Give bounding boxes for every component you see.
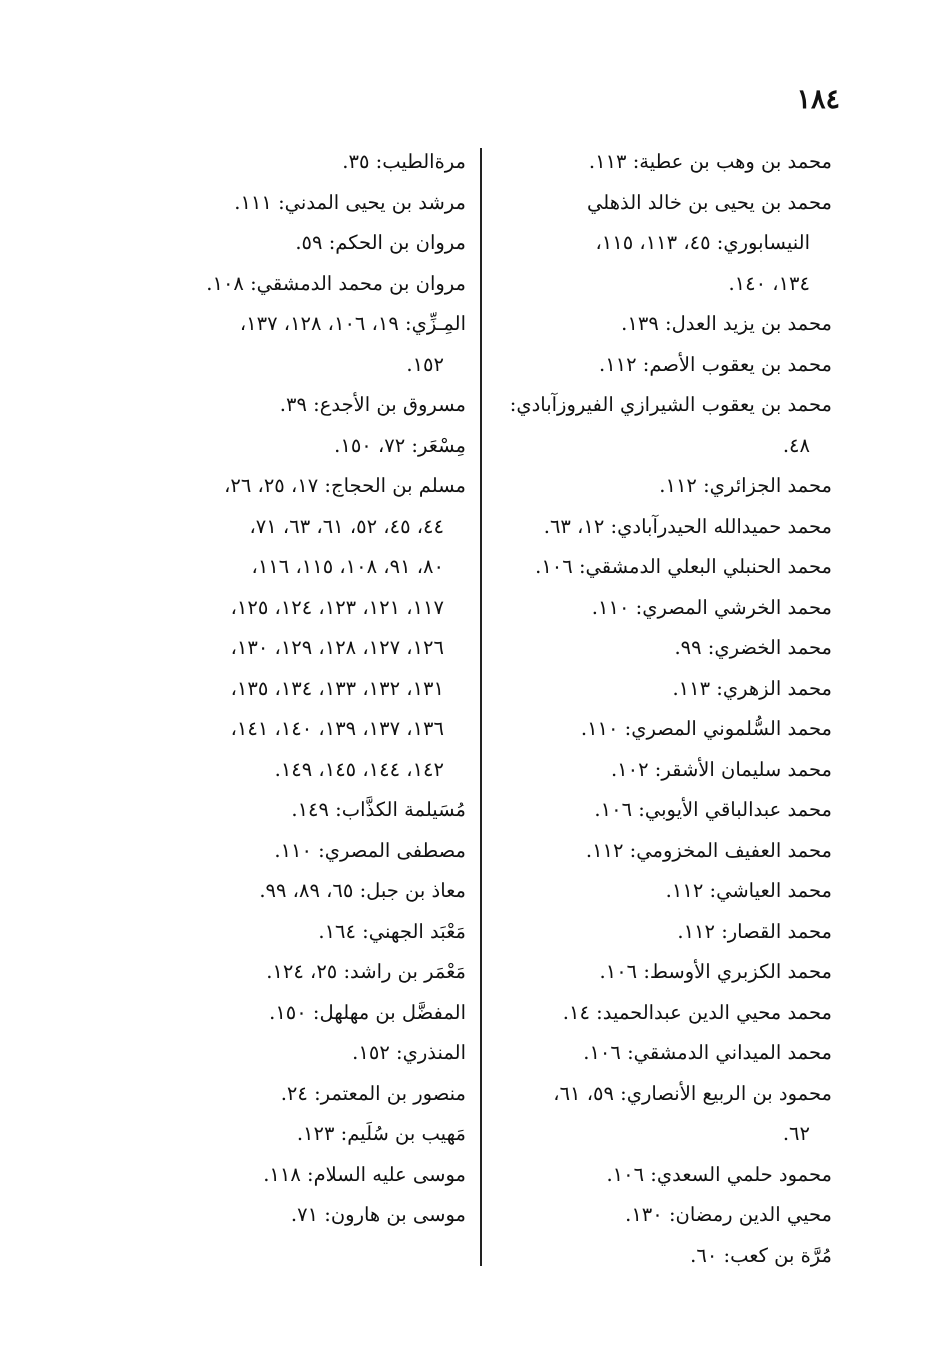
index-entry-line: معاذ بن جبل: ٦٥، ٨٩، ٩٩. [259, 879, 466, 902]
index-entry-line: مصطفى المصري: ١١٠. [274, 838, 466, 862]
index-entry [492, 142, 832, 183]
index-entry-line: محمد الزهري: ١١٣. [672, 676, 832, 700]
index-entry [492, 831, 832, 872]
index-entry [128, 264, 466, 305]
index-entry [492, 669, 832, 710]
index-entry [492, 466, 832, 507]
index-entry [128, 142, 466, 183]
index-entry-continuation: ١٣٦، ١٣٧، ١٣٩، ١٤٠، ١٤١، [230, 717, 444, 740]
index-entry [492, 628, 832, 669]
index-entry-line: محمد الخضري: ٩٩. [674, 636, 832, 659]
index-entry [492, 183, 832, 305]
index-entry [128, 831, 466, 872]
index-entry [128, 993, 466, 1034]
index-entry-line: محمد العياشي: ١١٢. [665, 879, 832, 902]
index-entry-continuation: ٤٤، ٤٥، ٥٢، ٦١، ٦٣، ٧١، [249, 514, 444, 538]
index-entry [128, 183, 466, 224]
index-entry-line: مِسْعَر: ٧٢، ١٥٠. [334, 433, 466, 457]
index-entry-continuation: ٨٠، ٩١، ١٠٨، ١١٥، ١١٦، [251, 555, 444, 578]
index-entry-line: مروان بن الحكم: ٥٩. [295, 231, 466, 254]
index-entry-line: موسى بن هارون: ٧١. [290, 1203, 466, 1226]
index-entry-line: محمد الكزبري الأوسط: ١٠٦. [599, 960, 832, 983]
index-entry-line: مَعْمَر بن راشد: ٢٥، ١٢٤. [266, 960, 466, 983]
index-entry [128, 223, 466, 264]
index-entry [128, 1155, 466, 1196]
index-entry-line: المنذري: ١٥٢. [352, 1041, 466, 1064]
index-entry-line: محيي الدين رمضان: ١٣٠. [625, 1203, 832, 1226]
page-number: ١٨٤ [796, 84, 840, 115]
index-entry-line: محمود بن الربيع الأنصاري: ٥٩، ٦١، [553, 1081, 832, 1105]
index-entry [128, 1114, 466, 1155]
index-entry [128, 790, 466, 831]
index-entry-continuation: النيسابوري: ٤٥، ١١٣، ١١٥، [595, 231, 810, 254]
index-entry [492, 385, 832, 466]
index-entry [492, 547, 832, 588]
index-entry-line: المِـزِّي: ١٩، ١٠٦، ١٢٨، ١٣٧، [239, 312, 466, 335]
index-entry-continuation: ١٢٦، ١٢٧، ١٢٨، ١٢٩، ١٣٠، [230, 636, 444, 659]
index-entry [128, 426, 466, 467]
index-entry-line: مسلم بن الحجاج: ١٧، ٢٥، ٢٦، [224, 474, 466, 497]
index-entry [492, 345, 832, 386]
index-entry [492, 912, 832, 953]
index-entry-continuation: ١٣١، ١٣٢، ١٣٣، ١٣٤، ١٣٥، [230, 676, 444, 700]
index-entry-continuation: ٦٢. [782, 1122, 810, 1145]
index-entry-line: محمد السُّلموني المصري: ١١٠. [580, 717, 832, 740]
index-entry-line: محمد حميدالله الحيدرآبادي: ١٢، ٦٣. [543, 514, 832, 538]
index-entry-line: محمد بن يحيى بن خالد الذهلي [587, 190, 832, 214]
index-entry-line: مُسَيلمة الكذَّاب: ١٤٩. [291, 798, 466, 821]
index-entry-continuation: ١٥٢. [406, 352, 444, 376]
index-entry-line: محمد الخرشي المصري: ١١٠. [591, 595, 832, 619]
index-entry [492, 750, 832, 791]
index-entry [492, 304, 832, 345]
index-entry [492, 709, 832, 750]
index-entry [128, 304, 466, 385]
index-entry-line: محمد الميداني الدمشقي: ١٠٦. [583, 1041, 832, 1064]
index-entry [492, 1195, 832, 1236]
column-divider [480, 148, 482, 1266]
index-entry [492, 1236, 832, 1277]
index-entry-line: محمد عبدالباقي الأيوبي: ١٠٦. [594, 798, 832, 821]
index-entry [492, 993, 832, 1034]
index-entry [492, 1155, 832, 1196]
index-entry-line: مُرَّة بن كعب: ٦٠. [690, 1243, 832, 1267]
index-entry [128, 952, 466, 993]
index-entry [128, 466, 466, 790]
index-entry-line: محمود حلمي السعدي: ١٠٦. [606, 1162, 832, 1186]
index-entry-line: مَعْبَد الجهني: ١٦٤. [318, 919, 466, 943]
index-entry [128, 1195, 466, 1236]
index-entry-continuation: ٤٨. [782, 433, 810, 457]
index-entry-line: مرةالطيب: ٣٥. [342, 150, 466, 173]
index-entry [492, 871, 832, 912]
index-entry [492, 507, 832, 548]
index-entry-line: مرشد بن يحيى المدني: ١١١. [234, 190, 466, 214]
index-entry [128, 385, 466, 426]
index-entry [128, 912, 466, 953]
index-entry-line: محمد الجزائري: ١١٢. [659, 474, 832, 497]
index-entry-continuation: ١١٧، ١٢١، ١٢٣، ١٢٤، ١٢٥، [230, 595, 444, 619]
index-entry [492, 588, 832, 629]
index-entry-line: منصور بن المعتمر: ٢٤. [280, 1081, 466, 1105]
index-entry-line: محمد القصار: ١١٢. [677, 919, 832, 943]
index-entry-line: مسروق بن الأجدع: ٣٩. [279, 393, 466, 416]
index-entry-line: مَهيب بن سُلَيم: ١٢٣. [296, 1122, 466, 1145]
index-entry-line: محمد بن يزيد العدل: ١٣٩. [621, 312, 832, 335]
index-entry-line: موسى عليه السلام: ١١٨. [263, 1162, 466, 1186]
index-entry [492, 1074, 832, 1155]
index-entry [492, 790, 832, 831]
index-entry-line: محمد محيي الدين عبدالحميد: ١٤. [562, 1000, 832, 1024]
index-entry [492, 952, 832, 993]
index-entry-line: محمد بن وهب بن عطية: ١١٣. [588, 150, 832, 173]
index-entry-line: مروان بن محمد الدمشقي: ١٠٨. [206, 271, 466, 295]
index-column-right [492, 142, 832, 1276]
index-entry [128, 1074, 466, 1115]
index-entry [128, 1033, 466, 1074]
index-entry-line: محمد بن يعقوب الأصم: ١١٢. [598, 352, 832, 376]
index-entry [128, 871, 466, 912]
index-entry-continuation: ١٤٢، ١٤٤، ١٤٥، ١٤٩. [274, 757, 444, 781]
index-entry-continuation: ١٣٤، ١٤٠. [728, 271, 810, 295]
index-entry [492, 1033, 832, 1074]
index-entry-line: محمد الحنبلي البعلي الدمشقي: ١٠٦. [535, 555, 832, 578]
index-entry-line: محمد العفيف المخزومي: ١١٢. [585, 838, 832, 862]
index-entry-line: محمد بن يعقوب الشيرازي الفيروزآبادي: [509, 393, 832, 416]
index-entry-line: محمد سليمان الأشقر: ١٠٢. [610, 757, 832, 781]
index-column-left [128, 142, 466, 1236]
index-entry-line: المفضَّل بن مهلهل: ١٥٠. [269, 1000, 466, 1024]
